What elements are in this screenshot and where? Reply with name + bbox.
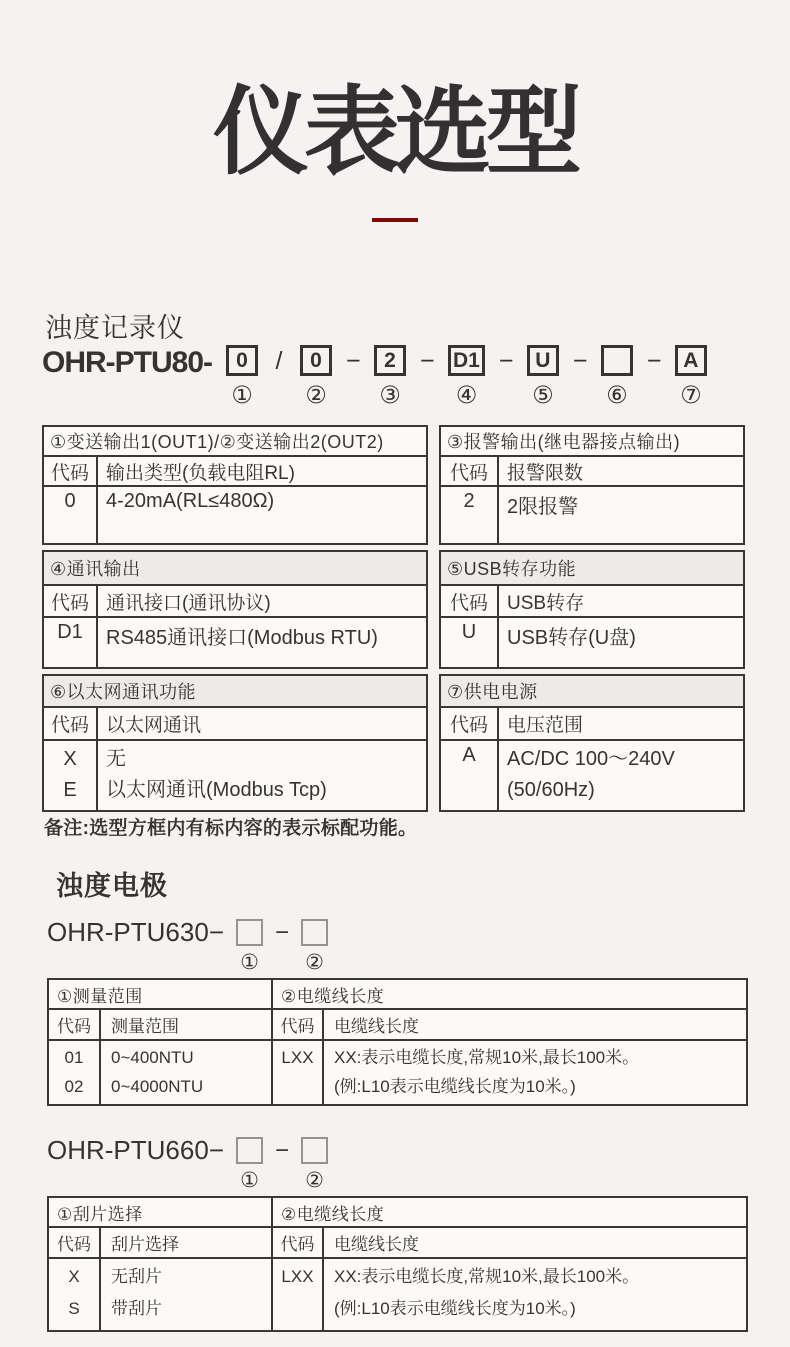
model-segment-1 <box>236 916 263 973</box>
model-separator: − <box>646 347 662 375</box>
code-cell: LXX <box>272 1040 323 1105</box>
section-header-cell: ⑥以太网通讯功能 <box>43 675 427 707</box>
recorder-heading: 浊度记录仪 <box>45 313 185 343</box>
recorder-spec-tables-left <box>42 425 428 817</box>
code-cell: 2 <box>440 486 498 544</box>
code-header-cell: 代码 <box>48 1009 100 1040</box>
model-code-box: D1 <box>448 345 485 376</box>
model-separator: − <box>572 347 588 375</box>
model-box-number: ① <box>240 1169 259 1192</box>
model-segment-2 <box>300 345 332 408</box>
code-cell: X S <box>48 1258 100 1331</box>
code-header-cell: 代码 <box>43 707 97 740</box>
model-separator: − <box>275 1137 290 1164</box>
model-box-number: ② <box>305 1169 324 1192</box>
code-cell: D1 <box>43 617 97 668</box>
type-header-cell: USB转存 <box>498 585 744 617</box>
model-code-box: 0 <box>300 345 332 376</box>
model-box-number: ② <box>305 382 327 409</box>
model-separator: / <box>275 347 283 375</box>
electrode-heading: 浊度电极 <box>56 871 168 901</box>
model-separator: − <box>346 347 361 375</box>
model-code-box-empty <box>236 1137 263 1164</box>
recorder-model-line <box>42 345 707 408</box>
code-cell: 01 02 <box>48 1040 100 1105</box>
section-header-cell: ②电缆线长度 <box>272 979 747 1009</box>
code-cell: A <box>440 740 498 811</box>
ptu630-model-prefix: OHR-PTU630− <box>47 917 224 947</box>
spec-table-comm <box>42 550 428 669</box>
model-separator: − <box>275 919 290 946</box>
model-box-number: ⑦ <box>680 382 702 409</box>
section-header-cell: ①测量范围 <box>48 979 272 1009</box>
code-cell: X E <box>43 740 97 811</box>
model-segment-4 <box>448 345 485 408</box>
code-cell: U <box>440 617 498 668</box>
type-header-cell: 电缆线长度 <box>323 1009 747 1040</box>
ptu630-model-line <box>47 916 328 973</box>
model-code-box: 0 <box>226 345 258 376</box>
model-code-box: A <box>675 345 707 376</box>
section-header-cell: ②电缆线长度 <box>272 1197 747 1227</box>
code-header-cell: 代码 <box>43 456 97 486</box>
value-cell: 无 以太网通讯(Modbus Tcp) <box>97 740 427 811</box>
model-segment-6 <box>601 345 633 408</box>
ptu660-spec-table <box>47 1196 748 1332</box>
recorder-model-prefix: OHR-PTU80- <box>42 346 213 379</box>
value-cell: XX:表示电缆长度,常规10米,最长100米。 (例:L10表示电缆线长度为10米。) <box>323 1258 747 1331</box>
section-header-cell: ③报警输出(继电器接点输出) <box>440 426 744 456</box>
section-header-cell: ④通讯输出 <box>43 551 427 585</box>
code-header-cell: 代码 <box>440 585 498 617</box>
value-cell: RS485通讯接口(Modbus RTU) <box>97 617 427 668</box>
model-segment-1 <box>226 345 258 408</box>
model-code-box-empty <box>601 345 633 376</box>
value-cell: 4-20mA(RL≤480Ω) <box>97 486 427 544</box>
model-box-number: ④ <box>455 382 478 409</box>
model-box-number: ③ <box>379 382 401 409</box>
model-separator: − <box>498 347 514 375</box>
code-header-cell: 代码 <box>43 585 97 617</box>
model-segment-2 <box>301 1134 328 1191</box>
model-code-box-empty <box>301 1137 328 1164</box>
spec-table-alarm <box>439 425 745 545</box>
value-cell: 无刮片 带刮片 <box>100 1258 272 1331</box>
value-cell: XX:表示电缆长度,常规10米,最长100米。 (例:L10表示电缆线长度为10米。) <box>323 1040 747 1105</box>
section-header-cell: ⑤USB转存功能 <box>440 551 744 585</box>
selection-note: 备注:选型方框内有标内容的表示标配功能。 <box>44 818 418 839</box>
type-header-cell: 电压范围 <box>498 707 744 740</box>
page-title: 仪表选型 <box>213 79 577 186</box>
code-header-cell: 代码 <box>272 1009 323 1040</box>
model-segment-2 <box>301 916 328 973</box>
type-header-cell: 以太网通讯 <box>97 707 427 740</box>
type-header-cell: 通讯接口(通讯协议) <box>97 585 427 617</box>
section-header-cell: ①变送输出1(OUT1)/②变送输出2(OUT2) <box>43 426 427 456</box>
model-code-box: U <box>527 345 559 376</box>
code-header-cell: 代码 <box>48 1227 100 1258</box>
model-segment-7 <box>675 345 707 408</box>
title-underline <box>372 218 418 222</box>
model-segment-1 <box>236 1134 263 1191</box>
type-header-cell: 电缆线长度 <box>323 1227 747 1258</box>
model-segment-5 <box>527 345 559 408</box>
value-cell: AC/DC 100～240V (50/60Hz) <box>498 740 744 811</box>
model-box-number: ② <box>305 951 324 974</box>
section-header-cell: ①刮片选择 <box>48 1197 272 1227</box>
recorder-spec-tables-right <box>439 425 745 817</box>
model-code-box-empty <box>301 919 328 946</box>
type-header-cell: 输出类型(负载电阻RL) <box>97 456 427 486</box>
model-box-number: ⑤ <box>532 382 554 409</box>
code-header-cell: 代码 <box>440 456 498 486</box>
code-header-cell: 代码 <box>440 707 498 740</box>
spec-table-output <box>42 425 428 545</box>
model-segment-3 <box>374 345 406 408</box>
model-box-number: ⑥ <box>606 382 628 409</box>
value-cell: 0~400NTU 0~4000NTU <box>100 1040 272 1105</box>
type-header-cell: 测量范围 <box>100 1009 272 1040</box>
value-cell: USB转存(U盘) <box>498 617 744 668</box>
spec-table-usb <box>439 550 745 669</box>
code-cell: LXX <box>272 1258 323 1331</box>
model-separator: − <box>420 347 435 375</box>
ptu660-model-line <box>47 1134 328 1191</box>
spec-table-ethernet <box>42 674 428 812</box>
code-header-cell: 代码 <box>272 1227 323 1258</box>
ptu630-spec-table <box>47 978 748 1106</box>
model-code-box-empty <box>236 919 263 946</box>
type-header-cell: 报警限数 <box>498 456 744 486</box>
ptu660-model-prefix: OHR-PTU660− <box>47 1135 224 1165</box>
type-header-cell: 刮片选择 <box>100 1227 272 1258</box>
value-cell: 2限报警 <box>498 486 744 544</box>
section-header-cell: ⑦供电电源 <box>440 675 744 707</box>
code-cell: 0 <box>43 486 97 544</box>
model-code-box: 2 <box>374 345 406 376</box>
spec-table-power <box>439 674 745 812</box>
model-box-number: ① <box>240 951 259 974</box>
model-box-number: ① <box>231 382 253 409</box>
